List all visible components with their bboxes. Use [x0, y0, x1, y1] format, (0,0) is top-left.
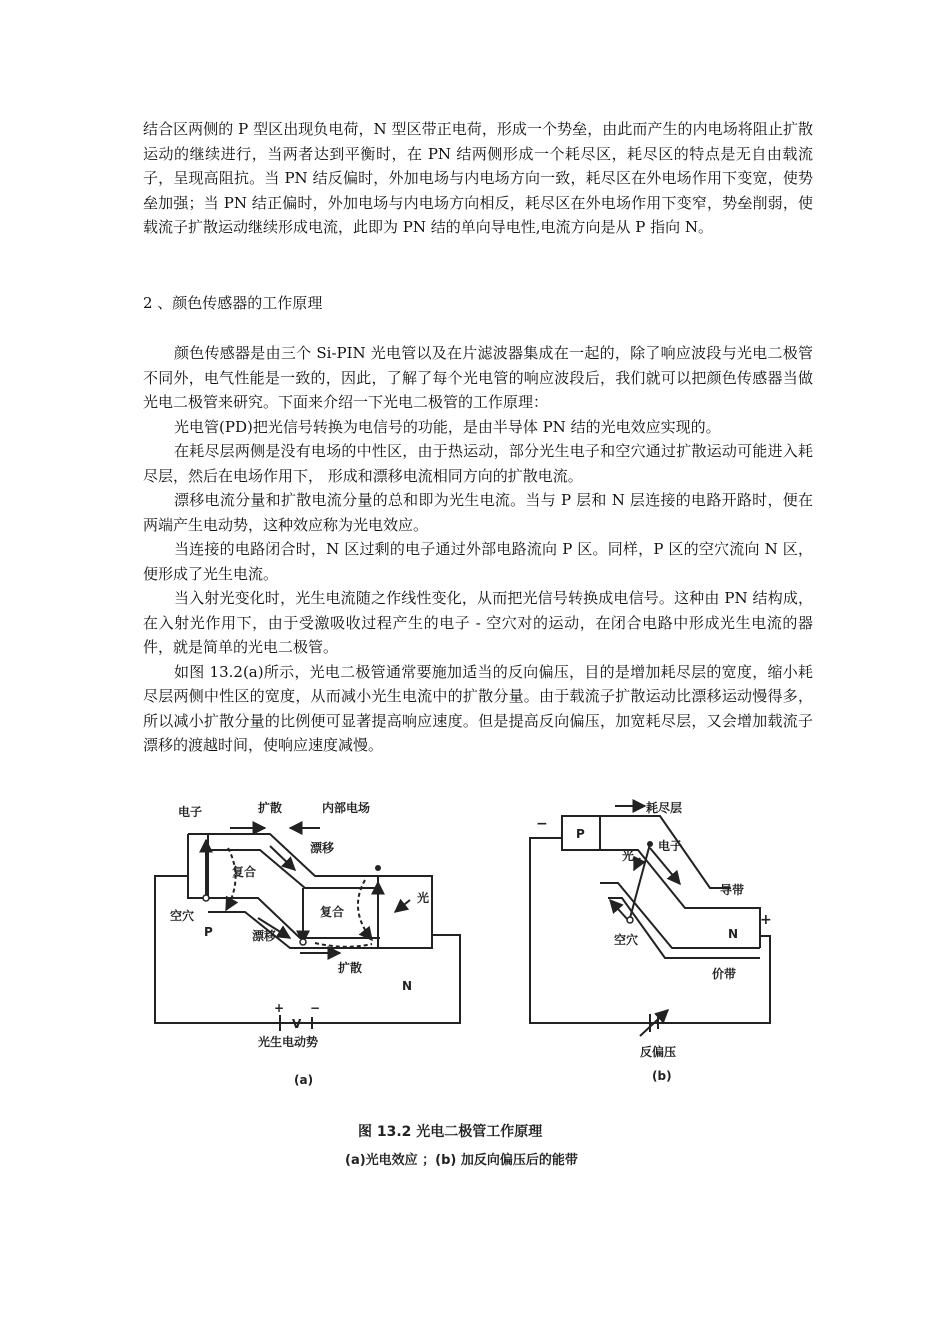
hole-dot [203, 895, 209, 901]
hole-dot-b [627, 917, 633, 923]
n-block-a [378, 876, 432, 948]
electron-arrow-b [650, 848, 680, 884]
body-paragraph: 漂移电流分量和扩散电流分量的总和即为光生电流。当与 P 层和 N 层连接的电路开路时，便在两端产生电动势，这种效应称为光电效应。 [143, 491, 813, 534]
label-drift-top: 漂移 [310, 841, 335, 855]
label-reverse-bias: 反偏压 [640, 1045, 677, 1059]
electron-dot [375, 865, 381, 871]
hole-dot [300, 939, 306, 945]
section-heading: 2 、颜色传感器的工作原理 [143, 294, 323, 312]
label-internal-field: 内部电场 [322, 801, 371, 815]
label-depletion: 耗尽层 [646, 801, 683, 815]
label-electron-b: 电子 [658, 839, 683, 853]
electron-dot-b [647, 841, 653, 847]
label-electron: 电子 [178, 805, 203, 819]
label-n-a: N [402, 979, 413, 993]
band-lower-bottom [208, 912, 380, 948]
label-minus-a: − [310, 1001, 321, 1015]
label-hole-b: 空穴 [614, 933, 639, 947]
label-emf: 光生电动势 [258, 1035, 319, 1049]
diagram-a [155, 828, 460, 1031]
label-recombine-mid: 复合 [320, 905, 345, 919]
body-paragraph: 当入射光变化时，光生电流随之作线性变化，从而把光信号转换成电信号。这种由 PN 结构成，在入射光作用下，由于受激吸收过程产生的电子 - 空穴对的运动，在闭合电路中形成光生电流的器件，就是简单的光电二极管。 [143, 589, 813, 656]
label-minus-b: − [536, 816, 548, 832]
label-drift-bottom: 漂移 [252, 929, 277, 943]
light-arrow-a [395, 900, 410, 912]
figure-caption-subtitle: (a)光电效应 ；(b) 加反向偏压后的能带 [345, 1153, 578, 1168]
label-n-b: N [728, 927, 739, 941]
diffusion-path-bottom [315, 943, 372, 947]
body-paragraph: 如图 13.2(a)所示，光电二极管通常要施加适当的反向偏压，目的是增加耗尽层的宽度，缩小耗尽层两侧中性区的宽度，从而减小光生电流中的扩散分量。由于载流子扩散运动比漂移运动慢得多，所以减小扩散分量的比例便可显著提高响应速度。但是提高反向偏压，加宽耗尽层，又会增加载流子漂移的渡越时间，使响应速度减慢。 [143, 662, 813, 754]
label-light-b: 光 [622, 849, 635, 863]
body-paragraph: 颜色传感器是由三个 Si-PIN 光电管以及在片滤波器集成在一起的，除了响应波段与光电二极管不同外，电气性能是一致的，因此，了解了每个光电管的响应波段后，我们就可以把颜色传感器当做光电二极管来研究。下面来介绍一下光电二极管的工作原理： [143, 344, 813, 411]
caption-b: (b) [652, 1069, 672, 1083]
figure-caption-title: 图 13.2 光电二极管工作原理 [358, 1124, 543, 1140]
label-plus-b: + [760, 912, 772, 928]
light-arrow-b [634, 858, 640, 870]
label-light-a: 光 [417, 891, 430, 905]
body-paragraph: 光电管(PD)把光信号转换为电信号的功能，是由半导体 PN 结的光电效应实现的。 [174, 417, 721, 436]
label-v: V [292, 1017, 302, 1031]
caption-a: (a) [294, 1073, 314, 1087]
label-conduction-band: 导带 [720, 883, 745, 897]
label-diffusion-bottom: 扩散 [338, 961, 363, 975]
band-lower-top [208, 898, 380, 938]
body-paragraph: 在耗尽层两侧是没有电场的中性区，由于热运动，部分光生电子和空穴通过扩散运动可能进入耗尽层，然后在电场作用下， 形成和漂移电流相同方向的扩散电流。 [143, 442, 813, 485]
body-paragraph: 当连接的电路闭合时，N 区过剩的电子通过外部电路流向 P 区。同样，P 区的空穴流向 N 区， 便形成了光生电流。 [143, 540, 813, 583]
label-plus-a: + [274, 1001, 285, 1015]
label-p-b: P [576, 827, 585, 841]
label-recombine-left: 复合 [232, 865, 257, 879]
photodiode-diagram [140, 788, 790, 1172]
n-block-b [720, 908, 760, 948]
body-paragraphs [143, 341, 813, 758]
label-diffusion-top: 扩散 [258, 801, 283, 815]
label-hole: 空穴 [170, 909, 195, 923]
label-valence-band: 价带 [712, 967, 737, 981]
drift-arrow-top [270, 846, 295, 870]
recombine-curve-left [226, 848, 236, 910]
label-p-a: P [204, 925, 213, 939]
figure-13-2 [140, 788, 790, 1172]
intro-paragraph: 结合区两侧的 P 型区出现负电荷，N 型区带正电荷，形成一个势垒，由此而产生的内电场将阻止扩散运动的继续进行，当两者达到平衡时，在 PN 结两侧形成一个耗尽区，耗尽区的特点是无自由载流子，呈现高阻抗。当 PN 结反偏时，外加电场与内电场方向一致，耗尽区在外电场作用下变宽，使势垒加强；当 PN 结正偏时，外加电场与内电场方向相反，耗尽区在外电场作用下变窄，势垒削弱，使载流子扩散运动继续形成电流，此即为 PN 结的单向导电性,电流方向是从 P 指向 N。 [143, 120, 813, 236]
diagram-b [530, 806, 770, 1036]
